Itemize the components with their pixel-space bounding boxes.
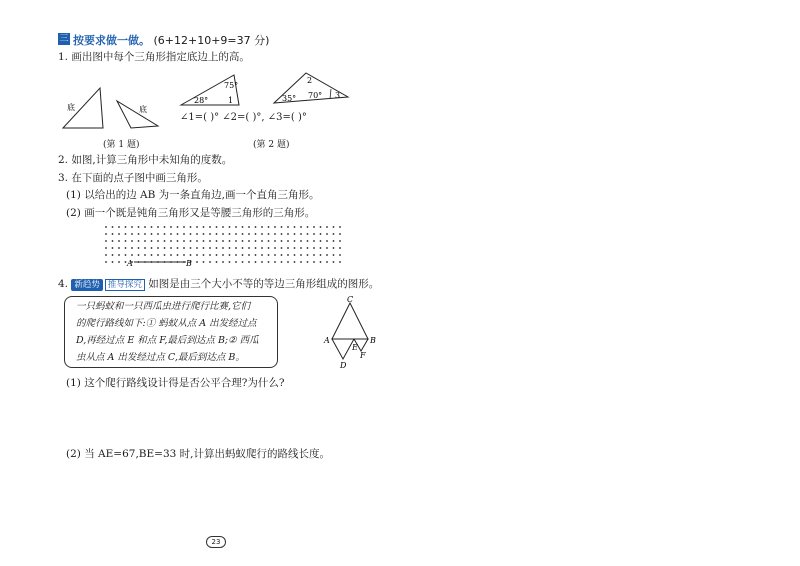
grid-dot [222, 233, 224, 235]
grid-dot [339, 247, 341, 249]
grid-dot [274, 261, 276, 263]
question-3-sub1: (1) 以给出的边 AB 为一条直角边,画一个直角三角形。 [66, 189, 320, 201]
q2-angle-75: 75° [224, 81, 239, 90]
grid-dot [164, 254, 166, 256]
grid-dot [235, 247, 237, 249]
grid-dot [222, 240, 224, 242]
grid-dot [170, 247, 172, 249]
grid-dot [170, 254, 172, 256]
grid-dot [326, 226, 328, 228]
grid-dot [281, 254, 283, 256]
grid-dot [320, 226, 322, 228]
grid-dot [242, 261, 244, 263]
grid-dot [229, 240, 231, 242]
grid-dot [333, 254, 335, 256]
grid-dot [157, 240, 159, 242]
grid-dot [112, 254, 114, 256]
grid-dot [287, 261, 289, 263]
grid-dot [313, 247, 315, 249]
grid-dot [203, 226, 205, 228]
grid-dot [261, 240, 263, 242]
grid-dot [118, 240, 120, 242]
q1-base-label-left: 底 [67, 103, 75, 112]
grid-dot [287, 233, 289, 235]
grid-dot [261, 247, 263, 249]
q2-angle-3: 3 [335, 91, 341, 100]
grid-dot [131, 254, 133, 256]
grid-dot [255, 226, 257, 228]
grid-dot [313, 261, 315, 263]
grid-dot [281, 261, 283, 263]
grid-dot [190, 247, 192, 249]
grid-dot [118, 226, 120, 228]
grid-dot [261, 254, 263, 256]
grid-dot [307, 226, 309, 228]
grid-dot [105, 233, 107, 235]
grid-dot [235, 261, 237, 263]
grid-dot [287, 247, 289, 249]
story-line-1: 一只蚂蚁和一只西瓜虫进行爬行比赛,它们 [76, 301, 251, 312]
grid-dot [320, 247, 322, 249]
grid-dot [118, 261, 120, 263]
grid-dot [326, 254, 328, 256]
grid-dot [144, 240, 146, 242]
grid-dot [209, 240, 211, 242]
section-number-icon: 三 [59, 34, 69, 44]
grid-dot [333, 233, 335, 235]
grid-dot [320, 240, 322, 242]
grid-dot [242, 240, 244, 242]
grid-dot [313, 233, 315, 235]
grid-dot [281, 226, 283, 228]
grid-dot [261, 226, 263, 228]
grid-dot [196, 254, 198, 256]
grid-dot [281, 247, 283, 249]
label-f: F [360, 351, 366, 360]
grid-dot [294, 226, 296, 228]
grid-dot [339, 226, 341, 228]
grid-dot [196, 240, 198, 242]
grid-dot [183, 240, 185, 242]
grid-dot [268, 240, 270, 242]
grid-dot [339, 261, 341, 263]
grid-dot [268, 247, 270, 249]
grid-dot [242, 233, 244, 235]
grid-dot [287, 240, 289, 242]
grid-dot [268, 261, 270, 263]
grid-dot [203, 254, 205, 256]
grid-dot [268, 233, 270, 235]
grid-dot [274, 233, 276, 235]
dot-grid [100, 222, 345, 270]
grid-dot [320, 254, 322, 256]
grid-dot [105, 254, 107, 256]
grid-dot [294, 247, 296, 249]
grid-dot [170, 233, 172, 235]
grid-dot [144, 254, 146, 256]
grid-dot [216, 254, 218, 256]
grid-dot [242, 247, 244, 249]
story-line-2: 的爬行路线如下:① 蚂蚁从点 A 出发经过点 [76, 318, 257, 329]
grid-dot [125, 254, 127, 256]
grid-dot [183, 233, 185, 235]
grid-dot [229, 247, 231, 249]
grid-dot [326, 247, 328, 249]
section-points: (6+12+10+9=37 分) [153, 34, 270, 47]
grid-dot [248, 240, 250, 242]
grid-dot [164, 247, 166, 249]
grid-dot [118, 233, 120, 235]
new-trend-badge: 新趋势 [71, 279, 103, 291]
grid-dot [105, 240, 107, 242]
triangle-acb [332, 303, 368, 339]
grid-dot [203, 240, 205, 242]
grid-dot [209, 226, 211, 228]
grid-dot [287, 226, 289, 228]
grid-dot [112, 226, 114, 228]
grid-dot [294, 233, 296, 235]
grid-dot [294, 261, 296, 263]
grid-dot [235, 226, 237, 228]
q1-base-label-right: 底 [139, 105, 147, 114]
grid-dot [300, 240, 302, 242]
grid-dot [320, 261, 322, 263]
grid-dot [125, 233, 127, 235]
grid-dot [222, 247, 224, 249]
grid-dot [216, 240, 218, 242]
grid-dot [313, 240, 315, 242]
q2-angle-2: 2 [307, 76, 313, 85]
grid-dot [157, 254, 159, 256]
grid-dot [177, 240, 179, 242]
grid-dot [157, 247, 159, 249]
grid-dot [248, 254, 250, 256]
page-number: 23 [206, 536, 226, 548]
q2-angle-35: 35° [282, 94, 297, 103]
grid-dot [268, 226, 270, 228]
grid-dot [118, 247, 120, 249]
grid-dot [274, 226, 276, 228]
question-3-text: 3. 在下面的点子图中画三角形。 [58, 172, 208, 184]
grid-dot [118, 254, 120, 256]
grid-dot [255, 233, 257, 235]
grid-dot [157, 226, 159, 228]
q2-triangles-figure [176, 70, 351, 110]
grid-dot [255, 240, 257, 242]
grid-dot [235, 254, 237, 256]
label-b: B [370, 336, 376, 345]
label-a: A [324, 336, 330, 345]
grid-dot [105, 226, 107, 228]
grid-dot [281, 233, 283, 235]
grid-dot [131, 233, 133, 235]
grid-dot [209, 261, 211, 263]
grid-dot [138, 240, 140, 242]
grid-dot [248, 261, 250, 263]
grid-dot [144, 247, 146, 249]
grid-dot [125, 240, 127, 242]
question-4-header [58, 277, 379, 291]
grid-dot [235, 240, 237, 242]
grid-dot [313, 254, 315, 256]
grid-dot [138, 226, 140, 228]
grid-dot [177, 247, 179, 249]
grid-dot [300, 261, 302, 263]
question-1-text: 1. 画出图中每个三角形指定底边上的高。 [58, 51, 250, 63]
grid-dot [307, 261, 309, 263]
grid-dot [307, 247, 309, 249]
q1-triangles-figure [55, 80, 170, 135]
grid-dot [203, 233, 205, 235]
q2-caption: (第 2 题) [253, 140, 290, 150]
grid-dot [333, 261, 335, 263]
grid-dot [333, 240, 335, 242]
grid-dot [300, 226, 302, 228]
grid-dot [138, 233, 140, 235]
grid-dot [333, 226, 335, 228]
grid-dot [125, 226, 127, 228]
grid-dot [300, 247, 302, 249]
question-4-sub2: (2) 当 AE=67,BE=33 时,计算出蚂蚁爬行的路线长度。 [66, 448, 331, 460]
grid-dot [151, 226, 153, 228]
question-2-text: 2. 如图,计算三角形中未知角的度数。 [58, 154, 233, 166]
grid-dot [268, 254, 270, 256]
grid-dot [144, 226, 146, 228]
grid-dot [105, 247, 107, 249]
grid-dot [112, 233, 114, 235]
q2-angle-70: 70° [308, 91, 323, 100]
grid-dot [151, 233, 153, 235]
grid-dot [339, 233, 341, 235]
grid-dot [209, 254, 211, 256]
grid-dot [216, 226, 218, 228]
grid-dot [164, 233, 166, 235]
grid-dot [196, 233, 198, 235]
grid-dot [248, 226, 250, 228]
grid-dot [190, 240, 192, 242]
grid-dot [177, 233, 179, 235]
grid-dot [112, 261, 114, 263]
label-d: D [340, 361, 347, 370]
grid-dot [216, 261, 218, 263]
grid-dot [274, 247, 276, 249]
grid-dot [255, 254, 257, 256]
grid-dot [242, 226, 244, 228]
grid-dot [339, 240, 341, 242]
grid-dot [216, 233, 218, 235]
story-line-3: D,再经过点 E 和点 F,最后到达点 B;② 西瓜 [76, 335, 259, 346]
grid-dot [313, 226, 315, 228]
grid-dot [144, 233, 146, 235]
q2-angle-28: 28° [194, 96, 209, 105]
grid-dot [307, 240, 309, 242]
point-b-label: B [186, 259, 192, 268]
grid-dot [177, 254, 179, 256]
grid-dot [196, 261, 198, 263]
grid-dot [112, 240, 114, 242]
q4-figure [320, 294, 380, 370]
grid-dot [196, 226, 198, 228]
grid-dot [274, 254, 276, 256]
q2-answer-line: ∠1=( )° ∠2=( )°, ∠3=( )° [180, 112, 307, 123]
grid-dot [164, 240, 166, 242]
grid-dot [190, 226, 192, 228]
grid-dot [307, 254, 309, 256]
grid-dot [209, 247, 211, 249]
grid-dot [326, 261, 328, 263]
q1-caption: (第 1 题) [103, 140, 140, 150]
grid-dot [333, 247, 335, 249]
grid-dot [229, 261, 231, 263]
grid-dot [222, 254, 224, 256]
grid-dot [138, 254, 140, 256]
grid-dot [294, 254, 296, 256]
section-title [73, 32, 269, 48]
q1-triangle-right [117, 101, 158, 128]
grid-dot [255, 247, 257, 249]
grid-dot [183, 254, 185, 256]
grid-dot [294, 240, 296, 242]
grid-dot [229, 226, 231, 228]
story-line-4: 虫从点 A 出发经过点 C,最后到达点 B。 [76, 352, 245, 363]
grid-dot [151, 240, 153, 242]
label-c: C [347, 295, 354, 304]
grid-dot [112, 247, 114, 249]
question-4-sub1: (1) 这个爬行路线设计得是否公平合理?为什么? [66, 377, 285, 389]
grid-dot [203, 247, 205, 249]
section-title-main: 按要求做一做。 [73, 34, 150, 47]
grid-dot [151, 254, 153, 256]
grid-dot [209, 233, 211, 235]
grid-dot [190, 233, 192, 235]
question-4-number: 4. [58, 278, 69, 290]
point-a-label: A [127, 259, 133, 268]
grid-dot [287, 254, 289, 256]
label-e: E [352, 343, 358, 352]
grid-dot [229, 254, 231, 256]
question-3-sub2: (2) 画一个既是钝角三角形又是等腰三角形的三角形。 [66, 207, 316, 219]
grid-dot [320, 233, 322, 235]
grid-dot [300, 254, 302, 256]
grid-dot [131, 247, 133, 249]
grid-dot [157, 233, 159, 235]
grid-dot [261, 233, 263, 235]
grid-dot [339, 254, 341, 256]
grid-dot [196, 247, 198, 249]
grid-dot [261, 261, 263, 263]
question-type-badge: 推导探究 [105, 279, 145, 291]
grid-dot [138, 247, 140, 249]
grid-dot [222, 226, 224, 228]
grid-dot [222, 261, 224, 263]
grid-dot [177, 226, 179, 228]
grid-dot [326, 240, 328, 242]
triangle-aed [332, 339, 354, 359]
question-4-text: 如图是由三个大小不等的等边三角形组成的图形。 [148, 278, 380, 290]
grid-dot [105, 261, 107, 263]
grid-dot [235, 233, 237, 235]
grid-dot [131, 226, 133, 228]
grid-dot [164, 226, 166, 228]
grid-dot [183, 226, 185, 228]
grid-dot [274, 240, 276, 242]
grid-dot [125, 247, 127, 249]
grid-dot [300, 233, 302, 235]
grid-dot [242, 254, 244, 256]
grid-dot [255, 261, 257, 263]
grid-dot [131, 240, 133, 242]
q2-angle-1: 1 [228, 96, 234, 105]
grid-dot [183, 247, 185, 249]
grid-dot [229, 233, 231, 235]
grid-dot [170, 240, 172, 242]
grid-dot [248, 247, 250, 249]
grid-dot [326, 233, 328, 235]
grid-dot [307, 233, 309, 235]
grid-dot [281, 240, 283, 242]
grid-dot [170, 226, 172, 228]
grid-dot [190, 254, 192, 256]
grid-dot [203, 261, 205, 263]
grid-dot [151, 247, 153, 249]
grid-dot [248, 233, 250, 235]
grid-dot [216, 247, 218, 249]
